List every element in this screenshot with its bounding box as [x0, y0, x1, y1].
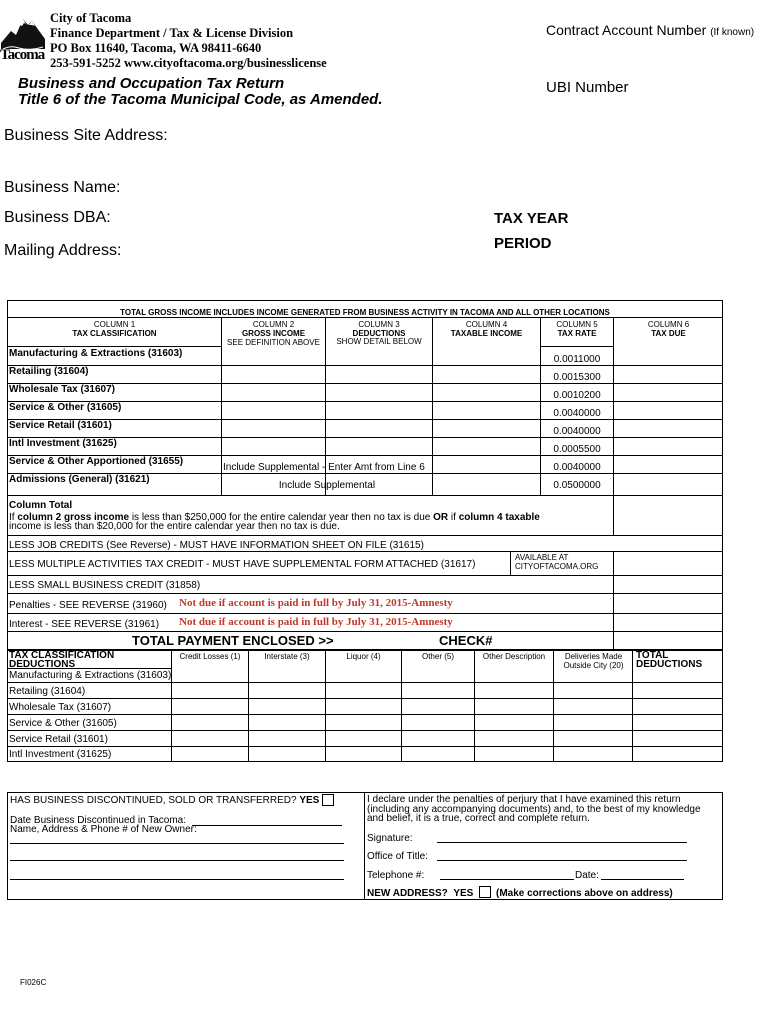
row-label-manufacturing: Manufacturing & Extractions (31603): [9, 348, 183, 359]
deduction-row-manufacturing: Manufacturing & Extractions (31603): [9, 670, 172, 681]
check-number-label: CHECK#: [439, 633, 493, 648]
office-title-line[interactable]: [437, 860, 687, 861]
column-1-number: COLUMN 1: [93, 320, 136, 329]
perjury-declaration: I declare under the penalties of perjury that I have examined this return (including any accompanying documents) and, to the best of my knowledge and belief, it is a true, correct and complete return.: [367, 794, 701, 824]
mailing-address-label: Mailing Address:: [4, 242, 122, 259]
deductions-col-interstate: Interstate (3): [264, 652, 310, 661]
ubi-number-label: UBI Number: [546, 79, 629, 96]
column-3-number: COLUMN 3: [358, 320, 400, 329]
column-6-name: TAX DUE: [651, 329, 686, 338]
deductions-header-1: TAX CLASSIFICATION: [9, 650, 115, 661]
deduction-row-service-other: Service & Other (31605): [9, 718, 117, 729]
deductions-col-deliveries-1: Deliveries Made: [564, 652, 623, 661]
business-site-address-label: Business Site Address:: [4, 127, 168, 144]
rate-service-apportioned: 0.0040000: [553, 462, 601, 473]
deductions-header-2: DEDUCTIONS: [9, 659, 76, 670]
column-total-note-line1: If column 2 gross income is less than $250,000 for the entire calendar year then no tax is due OR if column 4 taxable: [9, 512, 540, 523]
job-credits-label: LESS JOB CREDITS (See Reverse) - MUST HAVE INFORMATION SHEET ON FILE (31615): [9, 540, 424, 551]
new-address-yes-checkbox[interactable]: [479, 886, 491, 898]
interest-amnesty-note: Not due if account is paid in full by July 31, 2015-Amnesty: [179, 616, 453, 628]
form-subtitle: Title 6 of the Tacoma Municipal Code, as Amended.: [18, 91, 383, 108]
rate-admissions: 0.0500000: [553, 480, 601, 491]
new-address-label: [367, 888, 473, 899]
logo-wordmark: Tacoma: [0, 47, 45, 63]
penalties-amnesty-note: Not due if account is paid in full by July 31, 2015-Amnesty: [179, 597, 453, 609]
deductions-col-deliveries-2: Outside City (20): [563, 661, 624, 670]
date-label: Date:: [575, 870, 599, 881]
signature-line[interactable]: [437, 842, 687, 843]
column-3-note: SHOW DETAIL BELOW: [336, 337, 422, 346]
available-at-url: CITYOFTACOMA.ORG: [515, 562, 599, 571]
column-5-name: TAX RATE: [557, 329, 597, 338]
column-6-number: COLUMN 6: [647, 320, 690, 329]
column-2-note: SEE DEFINITION ABOVE: [227, 338, 320, 347]
org-department: Finance Department / Tax & License Division: [50, 26, 294, 40]
row-label-admissions: Admissions (General) (31621): [9, 474, 150, 485]
column-2-number: COLUMN 2: [252, 320, 295, 329]
note-admissions: Include Supplemental: [278, 480, 376, 491]
deduction-row-service-retail: Service Retail (31601): [9, 734, 108, 745]
column-2-name: GROSS INCOME: [241, 329, 306, 338]
interest-label: Interest - SEE REVERSE (31961): [9, 619, 160, 630]
tacoma-logo: [1, 9, 45, 65]
column-1-name: TAX CLASSIFICATION: [72, 329, 157, 338]
available-at-label: AVAILABLE AT: [515, 553, 569, 562]
org-contact: 253-591-5252 www.cityoftacoma.org/businesslicense: [50, 56, 327, 70]
rate-wholesale: 0.0010200: [553, 390, 601, 401]
new-owner-line-2[interactable]: [10, 860, 344, 861]
deduction-row-wholesale: Wholesale Tax (31607): [9, 702, 112, 713]
form-title: Business and Occupation Tax Return: [18, 75, 285, 92]
date-line[interactable]: [601, 879, 684, 880]
rate-service-retail: 0.0040000: [553, 426, 601, 437]
date-discontinued-label: Date Business Discontinued in Tacoma:: [10, 815, 187, 826]
new-owner-line-3[interactable]: [10, 879, 344, 880]
row-label-intl-investment: Intl Investment (31625): [9, 438, 117, 449]
new-owner-label: Name, Address & Phone # of New Owner:: [10, 824, 197, 835]
multiple-activities-label: LESS MULTIPLE ACTIVITIES TAX CREDIT - MUST HAVE SUPPLEMENTAL FORM ATTACHED (31617): [9, 559, 476, 570]
org-address: PO Box 11640, Tacoma, WA 98411-6640: [50, 41, 262, 55]
row-label-service-retail: Service Retail (31601): [9, 420, 112, 431]
rate-service-other: 0.0040000: [553, 408, 601, 419]
column-5-number: COLUMN 5: [556, 320, 598, 329]
deduction-row-intl-investment: Intl Investment (31625): [9, 749, 112, 760]
column-4-number: COLUMN 4: [465, 320, 508, 329]
deductions-col-other-description: Other Description: [482, 652, 546, 661]
discontinued-question: HAS BUSINESS DISCONTINUED, SOLD OR TRANSFERRED?: [10, 795, 297, 806]
deductions-col-other: Other (5): [421, 652, 454, 661]
business-dba-label: Business DBA:: [4, 209, 111, 226]
deductions-col-credit-losses: Credit Losses (1): [179, 652, 241, 661]
discontinued-label: [10, 795, 319, 806]
rate-retailing: 0.0015300: [553, 372, 601, 383]
discontinued-yes-label: YES: [299, 795, 320, 806]
column-3-name: DEDUCTIONS: [352, 329, 406, 338]
deduction-row-retailing: Retailing (31604): [9, 686, 86, 697]
deductions-col-liquor: Liquor (4): [346, 652, 381, 661]
column-total-label: Column Total: [9, 500, 73, 511]
contract-account-note: (If known): [710, 27, 755, 38]
date-discontinued-line[interactable]: [192, 825, 342, 826]
rate-intl-investment: 0.0005500: [553, 444, 601, 455]
telephone-line[interactable]: [440, 879, 574, 880]
discontinued-yes-checkbox[interactable]: [322, 794, 334, 806]
rate-manufacturing: 0.0011000: [553, 354, 601, 365]
small-business-credit-label: LESS SMALL BUSINESS CREDIT (31858): [9, 580, 201, 591]
period-label: PERIOD: [494, 235, 552, 252]
contract-account-text: Contract Account Number: [546, 22, 707, 38]
org-name: City of Tacoma: [50, 11, 132, 25]
gross-income-banner: TOTAL GROSS INCOME INCLUDES INCOME GENERATED FROM BUSINESS ACTIVITY IN TACOMA AND ALL OTHER LOCATIONS: [120, 308, 610, 317]
contract-account-label: [546, 22, 754, 38]
total-payment-label: TOTAL PAYMENT ENCLOSED >>: [132, 633, 334, 648]
form-code: FI026C: [20, 978, 47, 987]
column-4-name: TAXABLE INCOME: [450, 329, 523, 338]
row-label-wholesale: Wholesale Tax (31607): [9, 384, 115, 395]
new-owner-line-1[interactable]: [10, 843, 344, 844]
office-title-label: Office of Title:: [367, 851, 428, 862]
make-corrections-note: (Make corrections above on address): [496, 888, 673, 899]
telephone-label: Telephone #:: [367, 870, 425, 881]
total-deductions-1: TOTAL: [636, 650, 669, 661]
note-service-apportioned: Include Supplemental - Enter Amt from Line 6: [223, 462, 425, 473]
signature-label: Signature:: [367, 833, 413, 844]
tax-year-label: TAX YEAR: [494, 210, 569, 227]
new-address-yes-label: YES: [453, 888, 474, 899]
row-label-service-apportioned: Service & Other Apportioned (31655): [9, 456, 184, 467]
row-label-retailing: Retailing (31604): [9, 366, 89, 377]
new-address-question: NEW ADDRESS?: [367, 888, 448, 899]
penalties-label: Penalties - SEE REVERSE (31960): [9, 600, 167, 611]
column-total-note-line2: income is less than $20,000 for the entire calendar year then no tax is due.: [9, 521, 340, 532]
total-deductions-2: DEDUCTIONS: [636, 659, 703, 670]
business-name-label: Business Name:: [4, 179, 121, 196]
row-label-service-other: Service & Other (31605): [9, 402, 122, 413]
